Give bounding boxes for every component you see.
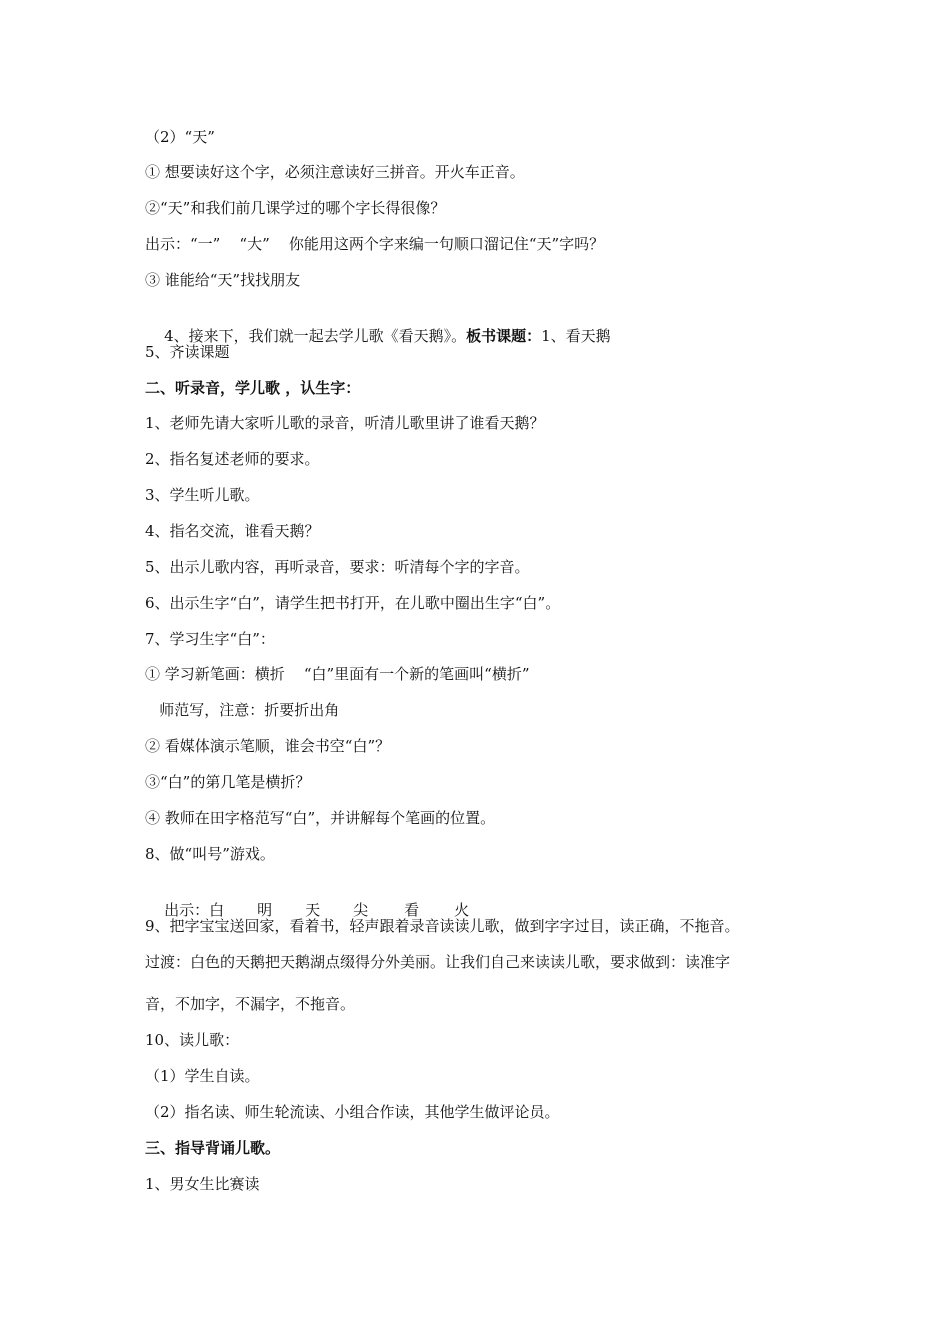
section-heading: 三、指导背诵儿歌。 (145, 1139, 281, 1157)
text-line: 8、做“叫号”游戏。 (145, 845, 275, 863)
show-char: 尖 (353, 901, 369, 919)
show-char: 明 (257, 901, 273, 919)
board-title-text: 1、看天鹅 (541, 327, 611, 345)
text-line: ②“天”和我们前几课学过的哪个字长得很像？ (145, 199, 446, 217)
text-line: 9、把字宝宝送回家，看着书，轻声跟着录音读读儿歌，做到字字过目，读正确，不拖音。 (145, 917, 740, 935)
text-line: ① 想要读好这个字，必须注意读好三拼音。开火车正音。 (145, 163, 525, 181)
text-line: （1）学生自读。 (145, 1067, 260, 1085)
text-line: 4、指名交流，谁看天鹅？ (145, 522, 320, 540)
text-line: （2）指名读、师生轮流读、小组合作读，其他学生做评论员。 (145, 1103, 560, 1121)
text-line: 5、齐读课题 (145, 343, 230, 361)
text-line: ④ 教师在田字格范写“白”，并讲解每个笔画的位置。 (145, 809, 496, 827)
show-char: 白 (209, 901, 225, 919)
text-line: 1、老师先请大家听儿歌的录音，听清儿歌里讲了谁看天鹅？ (145, 414, 545, 432)
section-heading: 二、听录音，学儿歌 ，认生字： (145, 379, 361, 397)
show-char: 火 (454, 901, 470, 919)
text-line: ③“白”的第几笔是横折？ (145, 773, 311, 791)
board-title-label: 板书课题： (466, 327, 542, 345)
text-line: 音，不加字，不漏字，不拖音。 (145, 995, 356, 1013)
text-segment: 4、接来下，我们就一起去学儿歌《看天鹅》。 (164, 327, 467, 345)
text-line: 过渡：白色的天鹅把天鹅湖点缀得分外美丽。让我们自己来读读儿歌，要求做到：读准字 (145, 953, 731, 971)
text-line: （2）“天” (145, 128, 215, 146)
text-line: ① 学习新笔画：横折 “白”里面有一个新的笔画叫“横折” (145, 665, 530, 683)
text-line: ③ 谁能给“天”找找朋友 (145, 271, 301, 289)
text-line: 5、出示儿歌内容，再听录音，要求：听清每个字的字音。 (145, 558, 530, 576)
text-line: 出示：“一” “大” 你能用这两个字来编一句顺口溜记住“天”字吗？ (145, 235, 605, 253)
text-line: 3、学生听儿歌。 (145, 486, 260, 504)
text-line: ② 看媒体演示笔顺，谁会书空“白”？ (145, 737, 391, 755)
show-char: 看 (404, 901, 420, 919)
text-line: 7、学习生字“白”： (145, 630, 275, 648)
text-line: 1、男女生比赛读 (145, 1175, 260, 1193)
text-line: 10、读儿歌： (145, 1031, 240, 1049)
text-line: 师范写，注意：折要折出角 (145, 701, 340, 719)
show-prefix: 出示： (164, 901, 210, 919)
text-line: 6、出示生字“白”，请学生把书打开，在儿歌中圈出生字“白”。 (145, 594, 561, 612)
show-char: 天 (305, 901, 321, 919)
text-line: 2、指名复述老师的要求。 (145, 450, 320, 468)
